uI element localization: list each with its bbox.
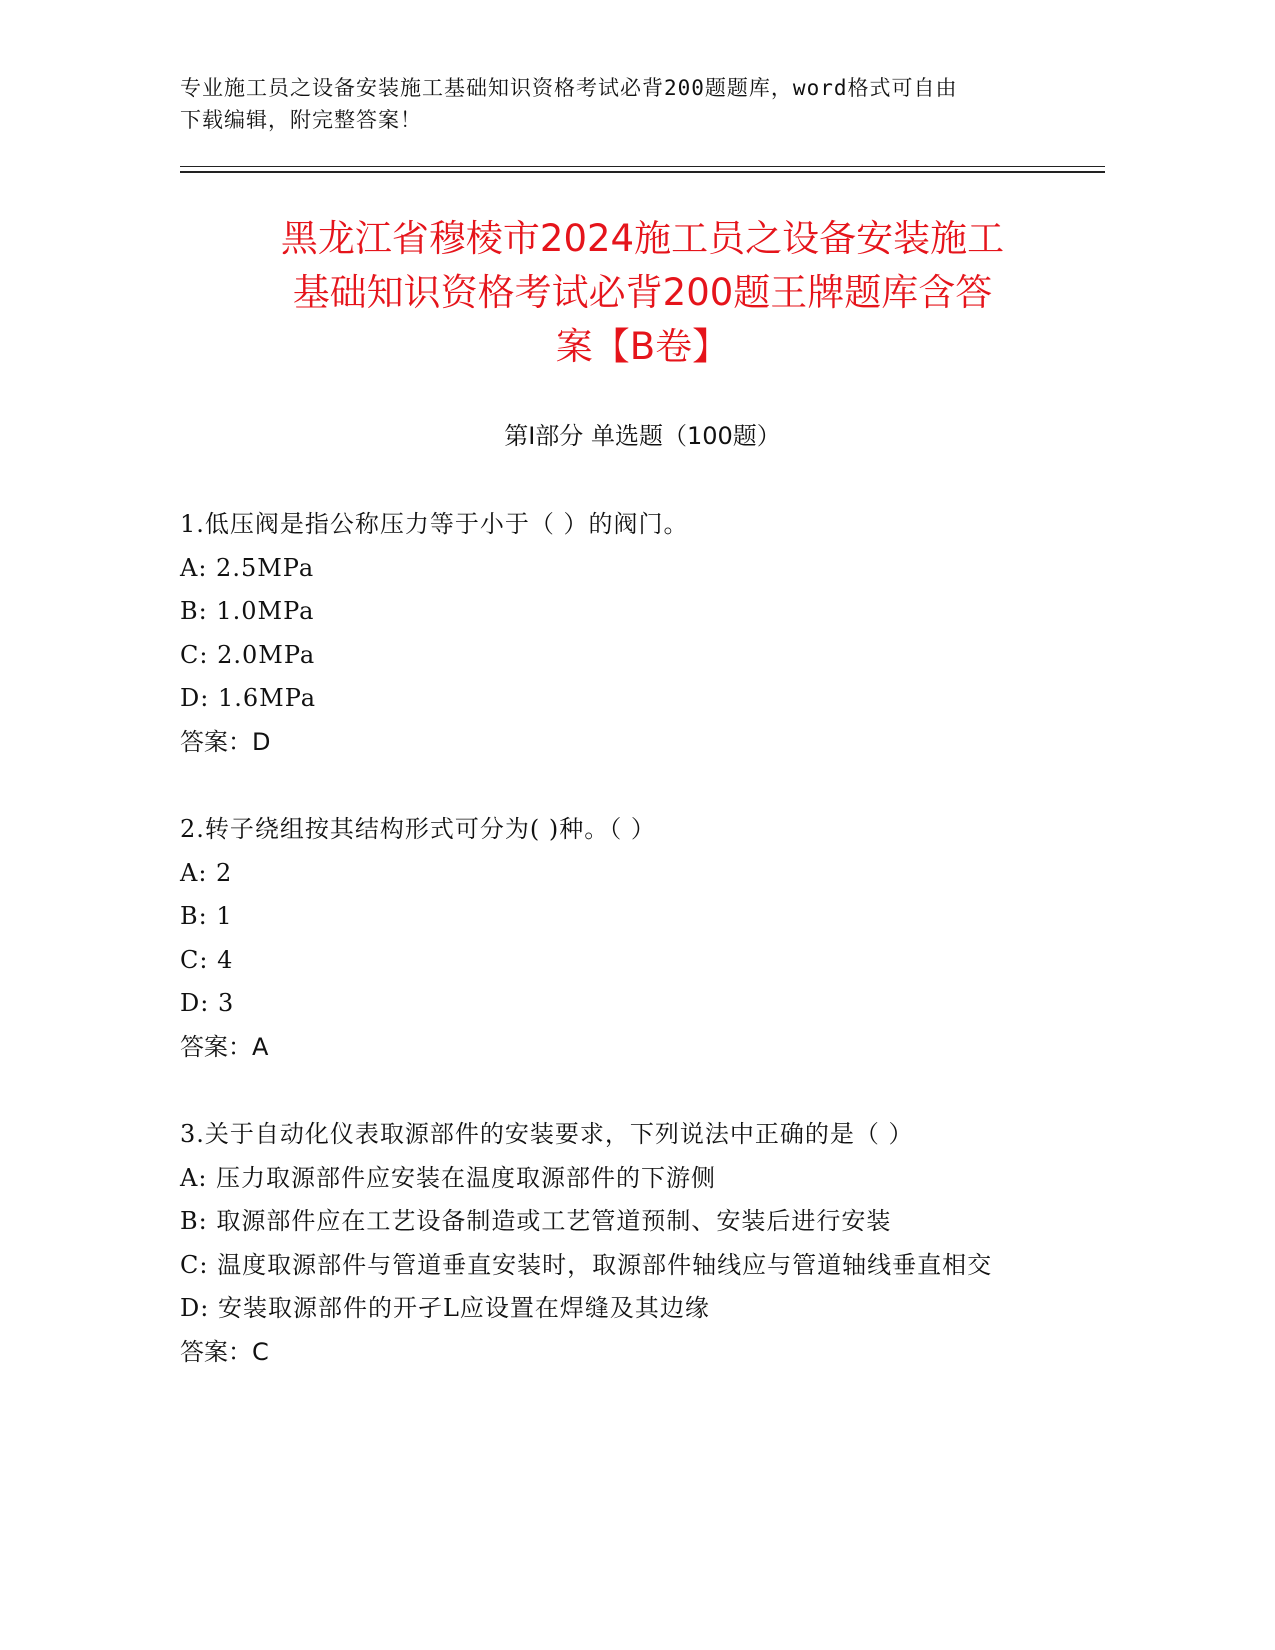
answer: 答案：C <box>180 1337 269 1366</box>
header-divider-thick <box>180 171 1105 173</box>
option-a: A: 2 <box>180 858 233 887</box>
header-note-line-1: 专业施工员之设备安装施工基础知识资格考试必背200题题库，word格式可自由 <box>180 76 958 100</box>
document-title <box>180 212 1105 374</box>
option-b: B: 1.0MPa <box>180 597 315 625</box>
question-text: 3.关于自动化仪表取源部件的安装要求，下列说法中正确的是（ ） <box>180 1120 914 1148</box>
title-line-2: 基础知识资格考试必背200题王牌题库含答 <box>292 271 993 314</box>
header-note <box>180 72 1080 136</box>
question-text: 2.转子绕组按其结构形式可分为( )种。（ ） <box>180 815 656 843</box>
option-b: B: 取源部件应在工艺设备制造或工艺管道预制、安装后进行安装 <box>180 1207 892 1235</box>
option-c: C: 温度取源部件与管道垂直安装时，取源部件轴线应与管道轴线垂直相交 <box>180 1250 993 1279</box>
option-a: A: 压力取源部件应安装在温度取源部件的下游侧 <box>180 1163 717 1192</box>
option-c: C: 2.0MPa <box>180 640 316 669</box>
option-b: B: 1 <box>180 902 233 930</box>
option-a: A: 2.5MPa <box>180 553 315 582</box>
section-title: 第Ⅰ部分 单选题（100题） <box>504 422 781 450</box>
option-d: D: 安装取源部件的开孑L应设置在焊缝及其边缘 <box>180 1294 710 1322</box>
answer: 答案：D <box>180 727 271 756</box>
header-divider-thin <box>180 166 1105 167</box>
title-line-3: 案【B卷】 <box>555 325 730 368</box>
header-note-line-2: 下载编辑，附完整答案！ <box>180 108 422 132</box>
option-c: C: 4 <box>180 945 234 974</box>
question-text: 1.低压阀是指公称压力等于小于（ ）的阀门。 <box>180 510 689 538</box>
title-line-1: 黑龙江省穆棱市2024施工员之设备安装施工 <box>280 217 1005 260</box>
question-1 <box>180 503 1040 764</box>
question-2 <box>180 808 1040 1069</box>
answer: 答案：A <box>180 1032 269 1061</box>
question-3 <box>180 1113 1040 1374</box>
option-d: D: 3 <box>180 989 235 1017</box>
option-d: D: 1.6MPa <box>180 684 317 712</box>
question-list <box>180 503 1040 1418</box>
